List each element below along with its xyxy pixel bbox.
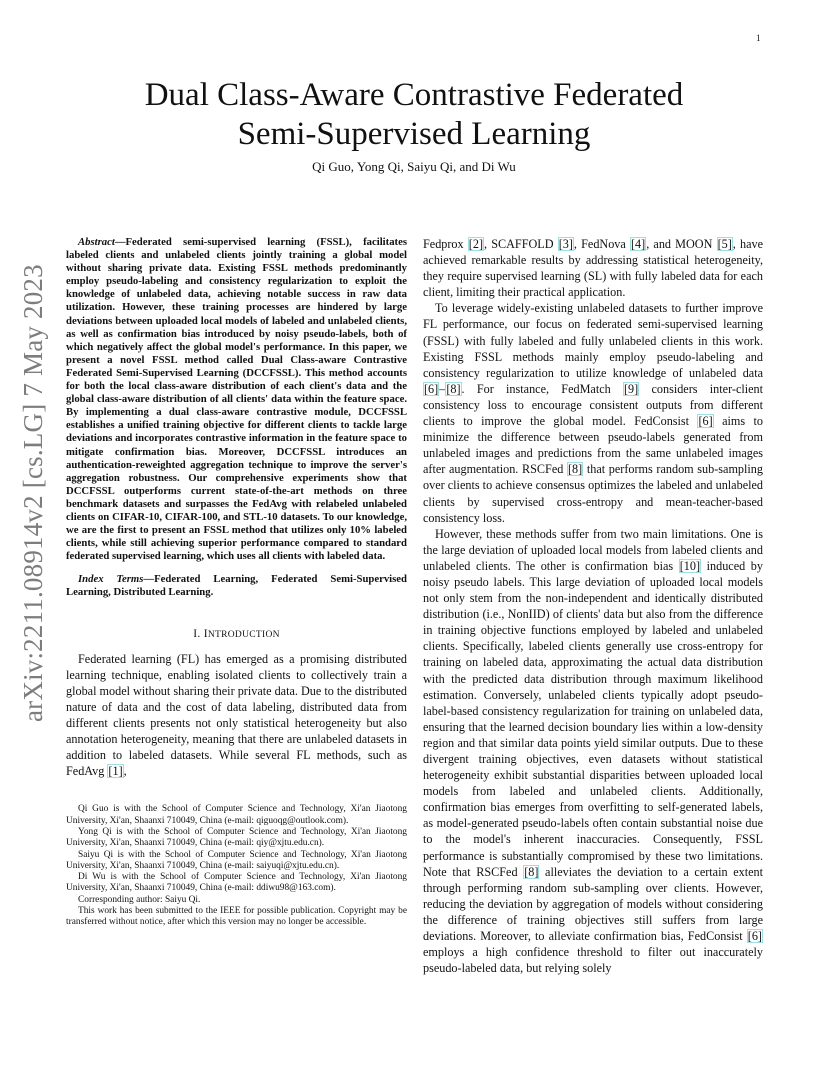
citation-link[interactable]: [2] [468, 237, 484, 251]
index-terms [66, 573, 407, 599]
footnote-corresponding: Corresponding author: Saiyu Qi. [78, 894, 201, 905]
footnote-yong: Yong Qi is with the School of Computer Science and Technology, Xi'an Jiaotong University, Xi'an, Shaanxi 710049, China (e-mail: qiy@xjtu.edu.cn). [66, 826, 407, 849]
title-line-2: Semi-Supervised Learning [237, 116, 591, 152]
footnote-saiyu: Saiyu Qi is with the School of Computer Science and Technology, Xi'an Jiaotong University, Xi'an, Shaanxi 710049, China (e-mail: saiyuqi@xjtu.edu.cn). [66, 849, 407, 871]
right-column [423, 236, 763, 976]
citation-link[interactable]: [6] [424, 381, 439, 396]
title-line-1: Dual Class-Aware Contrastive Federated [144, 77, 684, 113]
author-list: Qi Guo, Yong Qi, Saiyu Qi, and Di Wu [312, 159, 516, 174]
index-terms-text: —Federated Learning, Federated Semi-Supervised Learning, Distributed Learning. [66, 573, 407, 599]
citation-link[interactable]: [6] [747, 929, 762, 944]
citation-link[interactable]: [9] [624, 381, 639, 396]
citation-link[interactable]: [10] [679, 558, 701, 573]
footnote-ieee: This work has been submitted to the IEEE for possible publication. Copyright may be transferred without notice, after which this version may no longer be accessible. [66, 906, 407, 928]
citation-link[interactable]: [6] [698, 414, 713, 429]
left-column [66, 236, 407, 929]
abstract-text: —Federated semi-supervised learning (FSSL), facilitates labeled clients and unlabeled clients jointly training a global model without sharing private data. Existing FSSL methods predominantly employ pseudo-labeling and consistency regularization to exploit the knowledge of unlabeled data, achieving notable success in raw data utilization. However, these training processes are hindered by large deviations between uploaded local models of labeled and unlabeled clients, as well as confirmation bias introduced by noisy pseudo-labels, both of which negatively affect the global model's performance. In this paper, we present a novel FSSL method called Dual Class-aware Contrastive Federated Semi-Supervised Learning (DCCFSSL). This method accounts for both the local class-aware distribution of each client's data and the global class-aware distribution of all clients' data within the feature space. By implementing a dual class-aware contrastive module, DCCFSSL establishes a unified training objective for different clients to tackle large deviations and incorporates contrastive information in the feature space to mitigate confirmation bias. Moreover, DCCFSSL introduces an authentication-reweighted aggregation technique to improve the server's aggregation robustness. Our comprehensive experiments show that DCCFSSL outperforms current state-of-the-art methods on three benchmark datasets and surpasses the FedAvg with relabeled unlabeled clients on CIFAR-10, CIFAR-100, and STL-10 datasets. To our knowledge, we are the first to present an FSSL method that utilizes only 10% labeled clients, while still achieving superior performance compared to standard federated supervised learning, which uses all clients with labeled data. [66, 236, 407, 563]
right-paragraph-fssl: To leverage widely-existing unlabeled datasets to further improve FL performance, our focus on federated semi-supervised learning (FSSL) with fully labeled and fully unlabeled clients in this work. Existing FSSL methods mainly employ pseudo-labeling and consistency regularization to utilize knowledge of unlabeled data [6]–[8]. For instance, FedMatch [9] considers inter-client consistency loss to encourage consistent outputs from different clients to improve the global model. FedConsist [6] aims to minimize the difference between pseudo-labels generated from unlabeled images and predictions from the same unlabeled images after augmentation. RSCFed [8] that performs random sub-sampling over clients to achieve consensus optimizes the labeled and unlabeled clients by supervised cross-entropy and mean-teacher-based consistency loss. [423, 301, 764, 525]
section-heading-introduction: I. INTRODUCTION [193, 627, 280, 640]
paper-title [60, 76, 768, 154]
abstract [66, 236, 407, 563]
index-terms-lead: Index Terms [78, 573, 144, 586]
arxiv-watermark: arXiv:2211.08914v2 [cs.LG] 7 May 2023 [18, 264, 48, 722]
abstract-lead: Abstract [78, 236, 115, 248]
citation-link[interactable]: [4] [630, 237, 646, 251]
citation-link[interactable]: [1] [108, 764, 123, 779]
right-paragraph-limitations: However, these methods suffer from two main limitations. One is the large deviation of uploaded local models from labeled clients and unlabeled clients. The other is confirmation bias [10] induced by noisy pseudo labels. This large deviation of uploaded local models not only stem from the non-independent and identically distributed distribution (i.e., NonIID) of clients' data but also from the difference in training objective functions employed by labeled and unlabeled clients. Specifically, labeled clients generally use cross-entropy for training on labeled data, approximating the actual data distribution with the predicted data distribution through maximum likelihood estimation. Conversely, unlabeled clients typically adopt pseudo-label-based consistency regularization for training on unlabeled data, ensuring that the learned decision boundary lies within a low-density region and that similar data points yield similar outputs. Due to these divergent training objectives, even datasets without statistical heterogeneity exhibit substantial disparities between uploaded local models from labeled and unlabeled clients. Additionally, confirmation bias emerges from overfitting to self-generated labels, as model-generated pseudo-labels often contain substantial noise due to the model's inherent inaccuracies. Consequently, FSSL performance is substantially compromised by these two limitations. Note that RSCFed [8] alleviates the deviation to a certain extent through performing random sub-sampling over clients. However, reducing the deviation by aggregation of models without considering the difference of training objectives still suffers from large deviations. Moreover, to alleviate confirmation bias, FedConsist [6] employs a high confidence threshold to filter out inaccurately pseudo-labeled data, but relying solely [423, 526, 763, 976]
footnote-guo: Qi Guo is with the School of Computer Science and Technology, Xi'an Jiaotong University, Xi'an, Shaanxi 710049, China (e-mail: qiguoqg@outlook.com). [66, 804, 407, 826]
citation-link[interactable]: [8] [567, 462, 583, 477]
citation-link[interactable]: [8] [524, 864, 539, 879]
citation-link[interactable]: [3] [558, 237, 573, 251]
footnotes [66, 804, 407, 928]
page-number: 1 [756, 33, 761, 43]
right-paragraph-continuation: Fedprox [2], SCAFFOLD [3], FedNova [4], and MOON [5], have achieved remarkable results by addressing statistical heterogeneity, they require supervised learning (SL) with fully labeled data for each client, limiting their practical application. [423, 237, 764, 300]
citation-link[interactable]: [5] [717, 237, 732, 251]
footnote-di: Di Wu is with the School of Computer Science and Technology, Xi'an Jiaotong University, Xi'an, Shaanxi 710049, China (e-mail: ddiwu98@163.com). [66, 872, 407, 894]
citation-link[interactable]: [8] [446, 381, 461, 396]
intro-paragraph-1: Federated learning (FL) has emerged as a promising distributed learning technique, enabling isolated clients to collectively train a global model without sharing their private data. Due to the distributed nature of data and the cost of data labeling, distributed data from different clients presents not only statistical heterogeneity but also annotation heterogeneity, meaning that there are unlabeled datasets in addition to labeled datasets. While several FL methods, such as FedAvg [1], [66, 651, 407, 779]
